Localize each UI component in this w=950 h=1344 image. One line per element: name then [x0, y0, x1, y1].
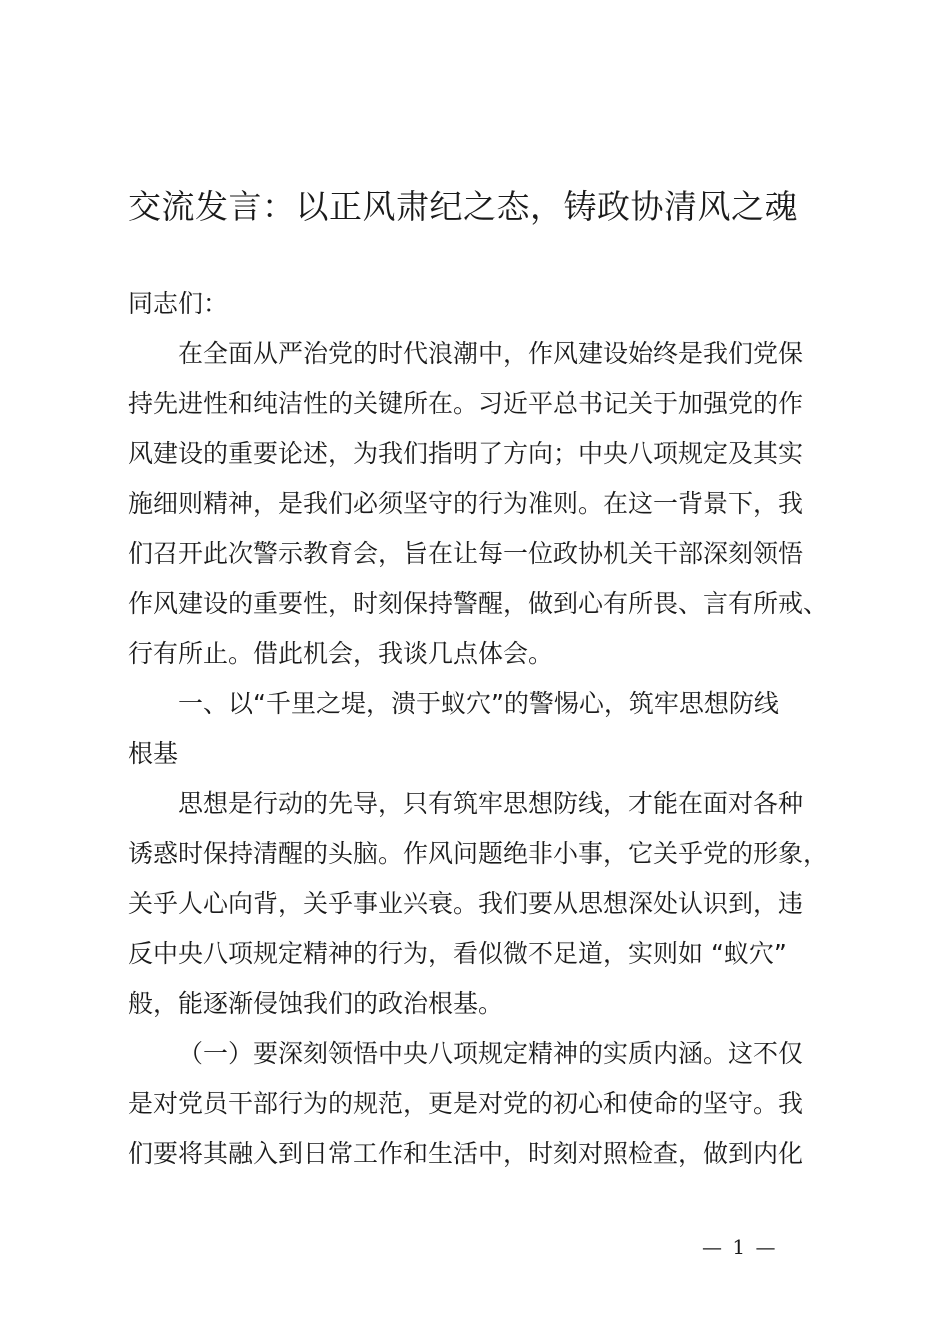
paragraph-line: 般，能逐渐侵蚀我们的政治根基。: [128, 989, 504, 1018]
heading-line: 根基: [128, 739, 179, 768]
paragraph-line: 思想是行动的先导，只有筑牢思想防线，才能在面对各种: [178, 789, 804, 818]
paragraph-line: 风建设的重要论述，为我们指明了方向；中央八项规定及其实: [128, 439, 804, 468]
heading-line: 一、以“千里之堤，溃于蚁穴”的警惕心，筑牢思想防线: [178, 689, 779, 718]
paragraph-line: 作风建设的重要性，时刻保持警醒，做到心有所畏、言有所戒、: [128, 589, 829, 618]
paragraph-line: 施细则精神，是我们必须坚守的行为准则。在这一背景下，我: [128, 489, 804, 518]
paragraph-line: 们要将其融入到日常工作和生活中，时刻对照检查，做到内化: [128, 1139, 804, 1168]
paragraph-line: 是对党员干部行为的规范，更是对党的初心和使命的坚守。我: [128, 1089, 804, 1118]
paragraph-line: 关乎人心向背，关乎事业兴衰。我们要从思想深处认识到，违: [128, 889, 804, 918]
page-number: — 1 —: [702, 1235, 778, 1259]
paragraph-line: 诱惑时保持清醒的头脑。作风问题绝非小事，它关乎党的形象，: [128, 839, 829, 868]
document-title: 交流发言：以正风肃纪之态，铸政协清风之魂: [128, 187, 798, 226]
paragraph-line: 在全面从严治党的时代浪潮中，作风建设始终是我们党保: [178, 339, 804, 368]
paragraph-line: 们召开此次警示教育会，旨在让每一位政协机关干部深刻领悟: [128, 539, 804, 568]
paragraph-line: 持先进性和纯洁性的关键所在。习近平总书记关于加强党的作: [128, 389, 804, 418]
paragraph-line: 反中央八项规定精神的行为，看似微不足道，实则如 “蚁穴”: [128, 939, 787, 968]
paragraph-line: 行有所止。借此机会，我谈几点体会。: [128, 639, 554, 668]
paragraph-line: （一）要深刻领悟中央八项规定精神的实质内涵。这不仅: [178, 1039, 804, 1068]
salutation: 同志们：: [128, 289, 229, 318]
